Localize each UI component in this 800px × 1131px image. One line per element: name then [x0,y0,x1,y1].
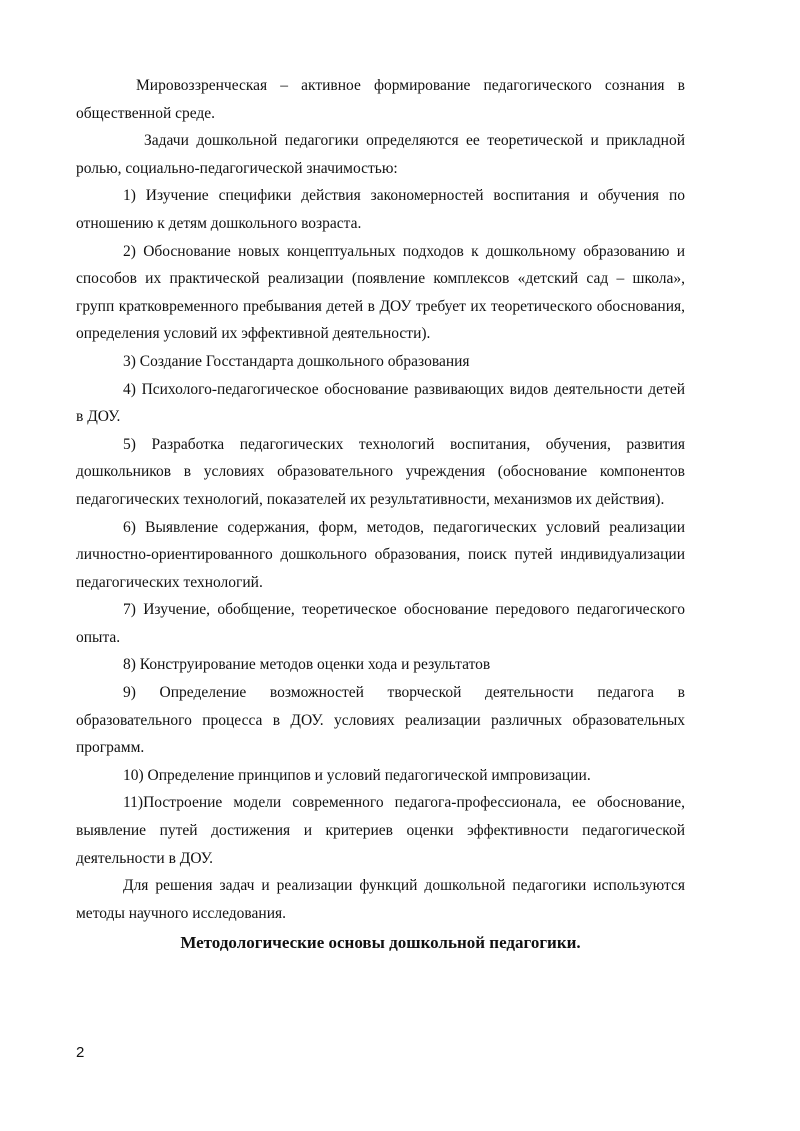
list-item-4: 4) Психолого-педагогическое обоснование развивающих видов деятельности детей в ДОУ. [76,380,685,426]
paragraph-methods: Для решения задач и реализации функций дошкольной педагогики используются методы научного исследования. [76,877,685,922]
list-item-5: 5) Разработка педагогических технологий воспитания, обучения, развития дошкольников в условиях образовательного учреждения (обоснование компонентов педагогических технологий, показателей их результативности, механизмов их действия). [76,435,685,508]
document-page [76,72,685,957]
page-number: 2 [76,1044,85,1061]
list-item-3: 3) Создание Госстандарта дошкольного образования [123,352,470,370]
list-item-6: 6) Выявление содержания, форм, методов, педагогических условий реализации личностно-ориентированного дошкольного образования, поиск путей индивидуализации педагогических технологий. [76,518,685,591]
list-item-10: 10) Определение принципов и условий педагогической импровизации. [123,766,591,784]
list-item-8: 8) Конструирование методов оценки хода и результатов [123,656,491,674]
paragraph-tasks-intro: Задачи дошкольной педагогики определяются ее теоретической и прикладной ролью, социально-педагогической значимостью: [76,132,685,177]
list-item-2: 2) Обоснование новых концептуальных подходов к дошкольному образованию и способов их практической реализации (появление комплексов «детский сад – школа», групп кратковременного пребывания детей в ДОУ требует их теоретического обоснования, определения условий их эффективной деятельности). [76,242,685,343]
section-heading: Методологические основы дошкольной педагогики. [180,933,581,953]
list-item-7: 7) Изучение, обобщение, теоретическое обоснование передового педагогического опыта. [76,601,685,646]
list-item-9: 9) Определение возможностей творческой деятельности педагога в образовательного процесса в ДОУ. условиях реализации различных образовательных программ. [76,684,685,757]
list-item-11: 11)Построение модели современного педагога-профессионала, ее обоснование, выявление путей достижения и критериев оценки эффективности педагогической деятельности в ДОУ. [76,794,685,867]
paragraph-worldview: Мировоззренческая – активное формирование педагогического сознания в общественной среде. [76,77,685,122]
list-item-1: 1) Изучение специфики действия закономерностей воспитания и обучения по отношению к детям дошкольного возраста. [76,187,685,232]
